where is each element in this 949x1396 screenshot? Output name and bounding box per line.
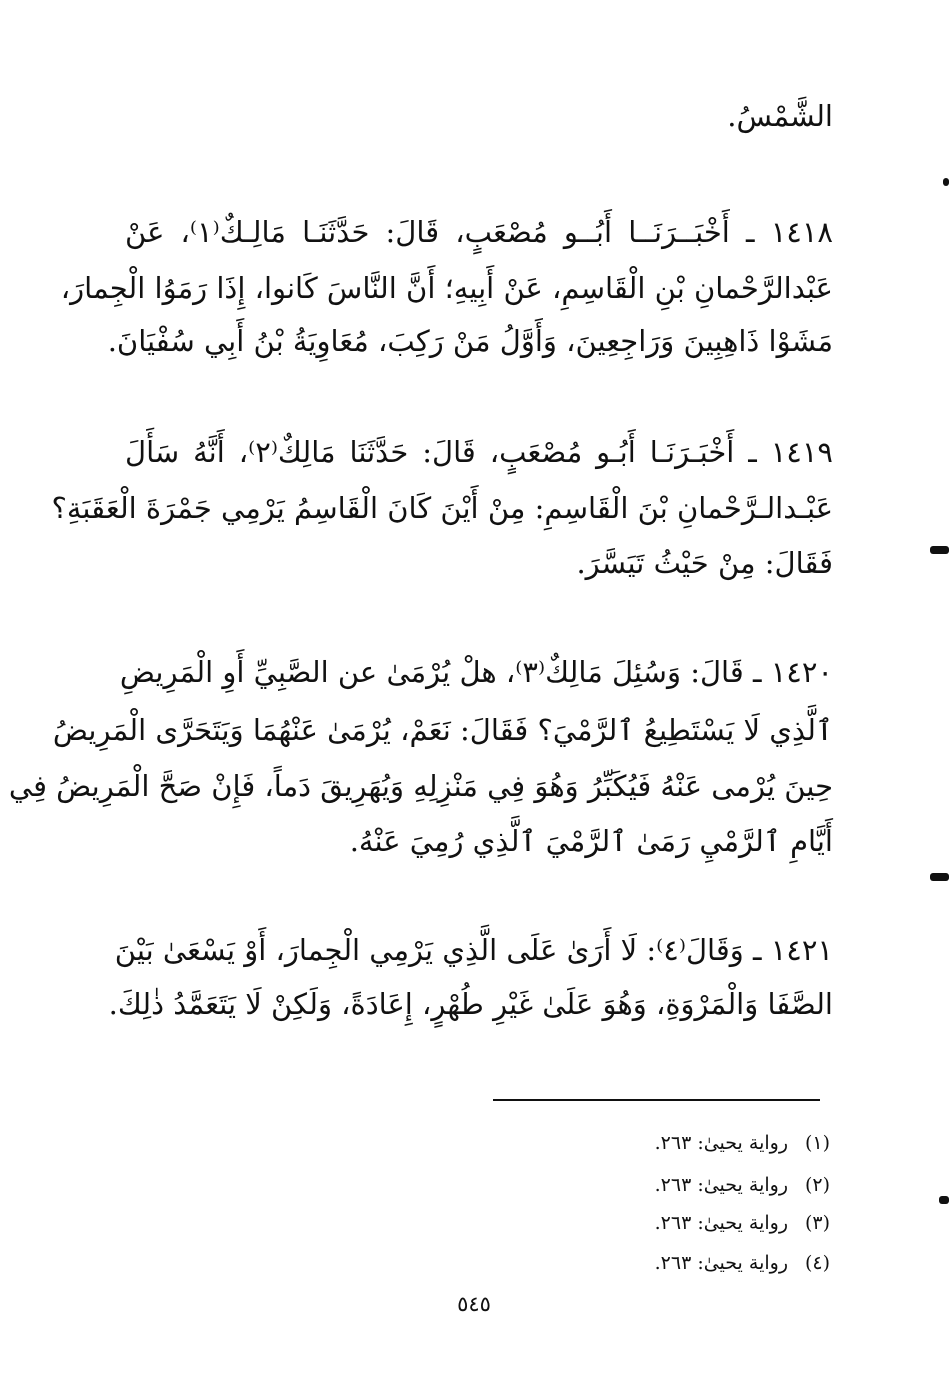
opening-line: الشَّمْسُ.: [727, 99, 833, 133]
footnote-1-text: رواية يحيىٰ: ٢٦٣.: [654, 1132, 788, 1154]
paragraph-1419-line-2: عَبْـدالـرَّحْمانِ بْنَ الْقَاسِمِ: مِنْ أَيْنَ كَانَ الْقَاسِمُ يَرْمِي جَمْرَةَ الْعَقَبَةِ؟: [51, 491, 833, 525]
paragraph-1418-line-3: مَشَوْا ذَاهِبِينَ وَرَاجِعِينَ، وَأَوَّلُ مَنْ رَكِبَ، مُعَاوِيَةُ بْنُ أَبِي سُفْيَانَ.: [107, 324, 833, 358]
paragraph-1419-line-1: ١٤١٩ ـ أَخْبَـرَنَـا أَبُـو مُصْعَبٍ، قَالَ: حَدَّثَنَا مَالِكٌ⁽٢⁾، أَنَّهُ سَأَلَ: [125, 435, 833, 469]
paragraph-1420-line-2: ٱلَّذِي لَا يَسْتَطِيعُ ٱلرَّمْيَ؟ فَقَالَ: نَعَمْ، يُرْمَىٰ عَنْهُمَا وَيَتَحَرَّى الْمَرِيضُ: [52, 713, 833, 747]
paragraph-1420-line-1: ١٤٢٠ ـ قَالَ: وَسُئِلَ مَالِكٌ⁽٣⁾، هلْ يُرْمَىٰ عن الصَّبِيِّ أَوِ الْمَرِيضِ: [119, 655, 833, 689]
footnote-divider: [493, 1099, 820, 1101]
footnote-4-text: رواية يحيىٰ: ٢٦٣.: [654, 1252, 788, 1274]
footnote-1-number: (١): [804, 1132, 830, 1154]
page-number: ٥٤٥: [457, 1292, 491, 1316]
scan-edge-mark: [939, 1196, 949, 1204]
paragraph-1421-line-1: ١٤٢١ ـ وَقَالَ⁽٤⁾: لَا أَرَىٰ عَلَى الَّذِي يَرْمِي الْجِمارَ، أَوْ يَسْعَىٰ بَيْنَ: [114, 933, 833, 967]
paragraph-1418-line-2: عَبْدالرَّحْمانِ بْنِ الْقَاسِمِ، عَنْ أَبِيهِ؛ أَنَّ النَّاسَ كَانوا، إِذَا رَمَوُا الْجِمارَ،: [60, 271, 833, 305]
scan-edge-mark: [943, 178, 949, 186]
paragraph-1419-line-3: فَقَالَ: مِنْ حَيْثُ تَيَسَّرَ.: [576, 546, 833, 580]
paragraph-1421-line-2: الصَّفَا وَالْمَرْوَةِ، وَهُوَ عَلَىٰ غَيْرِ طُهْرٍ، إِعَادَةً، وَلَكِنْ لَا يَتَعَمَّدُ ذٰلِكَ.: [108, 987, 833, 1021]
footnote-3-text: رواية يحيىٰ: ٢٦٣.: [654, 1212, 788, 1234]
footnote-3-number: (٣): [804, 1212, 830, 1234]
scan-edge-mark: [930, 546, 949, 554]
footnote-2-text: رواية يحيىٰ: ٢٦٣.: [654, 1174, 788, 1196]
footnote-2: [560, 1172, 830, 1198]
paragraph-1418-line-1: ١٤١٨ ـ أَخْبَــرَنَــا أَبُــو مُصْعَبٍ، قَالَ: حَدَّثَنَـا مَالِـكٌ⁽١⁾، عَنْ: [125, 215, 833, 249]
footnote-3: [560, 1210, 830, 1236]
paragraph-1420-line-4: أَيَّامِ ٱلرَّمْيِ رَمَىٰ ٱلرَّمْيَ ٱلَّذِي رُمِيَ عَنْهُ.: [349, 824, 833, 858]
footnote-4: [560, 1250, 830, 1276]
paragraph-1420-line-3: حِينَ يُرْمى عَنْهُ فَيُكَبِّرُ وَهُوَ فِي مَنْزِلِهِ وَيُهَرِيقَ دَماً، فَإِنْ صَحَّ الْمَرِيضُ فِي: [8, 769, 833, 803]
footnote-2-number: (٢): [804, 1174, 830, 1196]
footnote-1: [560, 1130, 830, 1156]
scan-edge-mark: [930, 873, 949, 881]
footnote-4-number: (٤): [804, 1252, 830, 1274]
